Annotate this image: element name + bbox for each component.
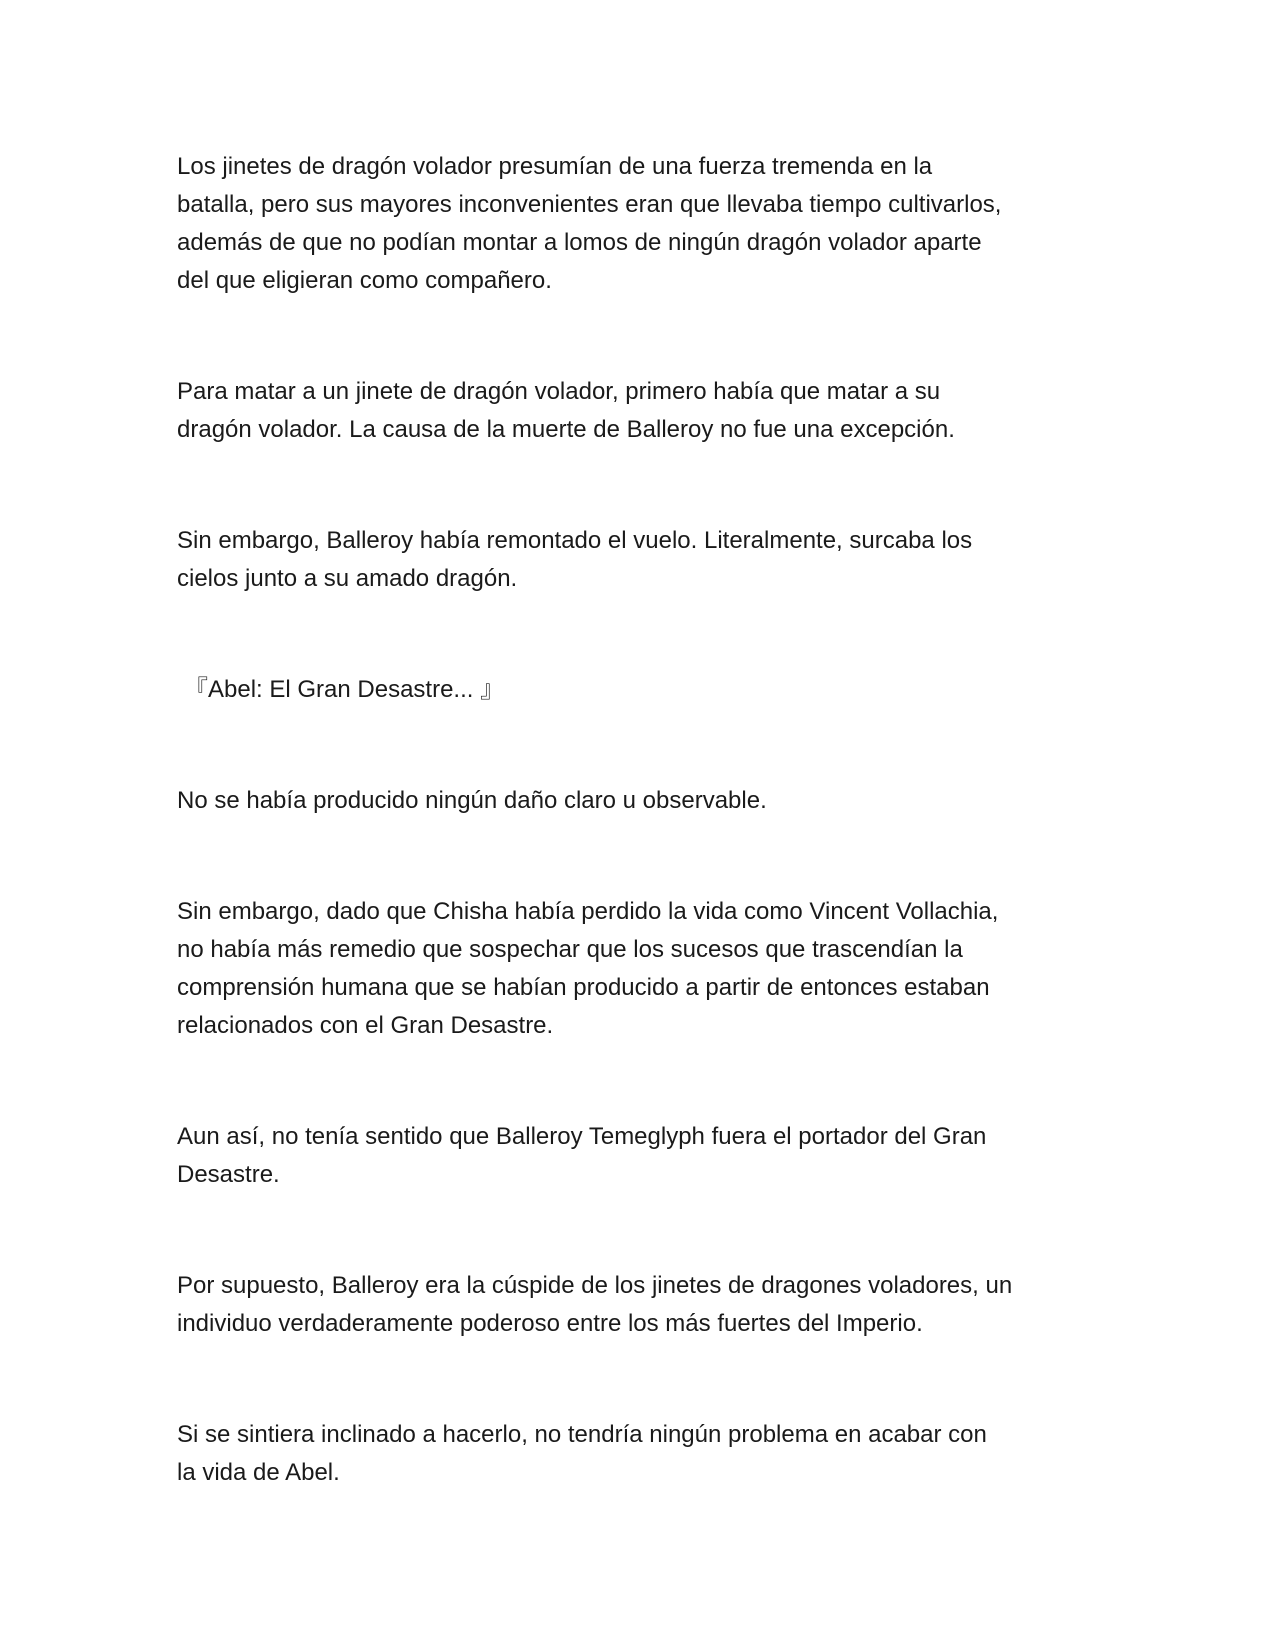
text-line: Los jinetes de dragón volador presumían de una fuerza tremenda en la [177,153,933,180]
text-line: 『Abel: El Gran Desastre... 』 [184,676,505,703]
text-line: individuo verdaderamente poderoso entre los más fuertes del Imperio. [177,1310,923,1337]
paragraph-5 [177,782,1107,820]
text-line: además de que no podían montar a lomos de ningún dragón volador aparte [177,229,982,256]
text-line: relacionados con el Gran Desastre. [177,1012,554,1039]
text-line: Para matar a un jinete de dragón volador, primero había que matar a su [177,378,941,405]
text-line: No se había producido ningún daño claro u observable. [177,787,767,814]
paragraph-2 [177,373,1107,449]
paragraph-6 [177,893,1107,1045]
text-line: Aun así, no tenía sentido que Balleroy Temeglyph fuera el portador del Gran [177,1123,987,1150]
text-line: comprensión humana que se habían producido a partir de entonces estaban [177,974,990,1001]
text-line: Sin embargo, dado que Chisha había perdido la vida como Vincent Vollachia, [177,898,999,925]
paragraph-7 [177,1118,1107,1194]
text-line: la vida de Abel. [177,1459,340,1486]
paragraph-3 [177,522,1107,598]
text-line: Por supuesto, Balleroy era la cúspide de los jinetes de dragones voladores, un [177,1272,1013,1299]
text-line: dragón volador. La causa de la muerte de Balleroy no fue una excepción. [177,416,955,443]
text-line: del que eligieran como compañero. [177,267,552,294]
text-line: Si se sintiera inclinado a hacerlo, no tendría ningún problema en acabar con [177,1421,987,1448]
paragraph-4 [184,671,1114,709]
paragraph-8 [177,1267,1107,1343]
text-line: cielos junto a su amado dragón. [177,565,518,592]
paragraph-9 [177,1416,1107,1492]
text-line: Sin embargo, Balleroy había remontado el vuelo. Literalmente, surcaba los [177,527,973,554]
text-line: no había más remedio que sospechar que los sucesos que trascendían la [177,936,963,963]
paragraph-1 [177,148,1107,300]
text-line: batalla, pero sus mayores inconvenientes eran que llevaba tiempo cultivarlos, [177,191,1002,218]
text-line: Desastre. [177,1161,280,1188]
